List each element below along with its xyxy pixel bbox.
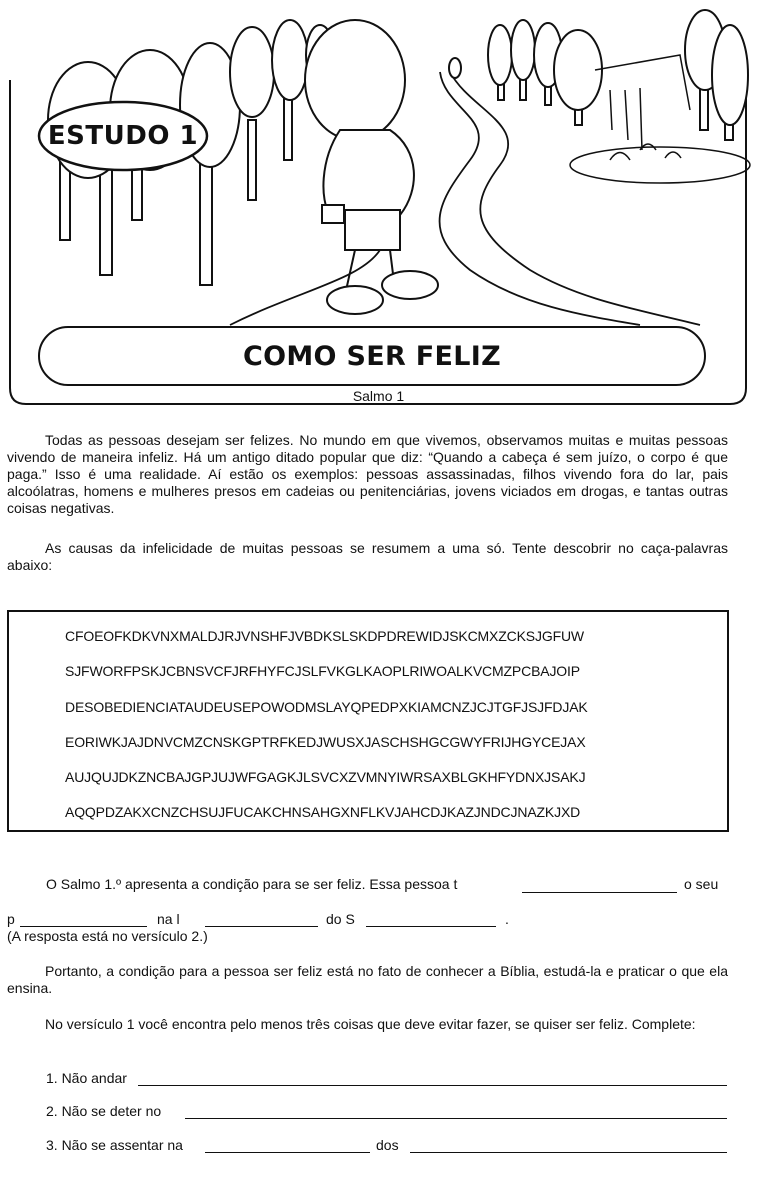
intro-paragraph-2: As causas da infelicidade de muitas pessoas se resumem a uma só. Tente descobrir no caça-palavras abaixo:	[7, 540, 728, 573]
verse-hint: (A resposta está no versículo 2.)	[7, 928, 208, 944]
road-illustration	[230, 72, 700, 325]
word-search-row: EORIWKJAJDNVCMZCNSKGPTRFKEDJWUSXJASCHSHGCGWYFRIJHGYCEJAX	[65, 734, 586, 750]
answer-blank-1[interactable]	[522, 892, 677, 893]
word-search-row: SJFWORFPSKJCBNSVCFJRFHYFCJSLFVKGLKAOPLRIWOALKVCMZPCBAJOIP	[65, 663, 580, 679]
page-title: COMO SER FELIZ	[38, 326, 706, 386]
item-3-label: 3. Não se assentar na	[46, 1137, 183, 1153]
item-1-label: 1. Não andar	[46, 1070, 127, 1086]
answer-blank-item-1[interactable]	[138, 1085, 727, 1086]
item-3-dos: dos	[376, 1137, 399, 1153]
item-2-label: 2. Não se deter no	[46, 1103, 162, 1119]
exercise-line-2-p: p	[7, 911, 15, 927]
word-search-row: DESOBEDIENCIATAUDEUSEPOWODMSLAYQPEDPXKIAMCNZJCJTGFJSJFDJAK	[65, 699, 588, 715]
answer-blank-2[interactable]	[20, 926, 147, 927]
answer-blank-item-3b[interactable]	[410, 1152, 727, 1153]
instruction-paragraph: No versículo 1 você encontra pelo menos três coisas que deve evitar fazer, se quiser ser feliz. Complete:	[45, 1016, 696, 1032]
answer-blank-3[interactable]	[205, 926, 318, 927]
scripture-reference: Salmo 1	[352, 388, 405, 404]
child-illustration	[305, 20, 438, 314]
exercise-line-1-end: o seu	[684, 876, 719, 892]
answer-blank-item-3a[interactable]	[205, 1152, 370, 1153]
trees-right-illustration	[449, 10, 748, 140]
study-label: ESTUDO 1	[47, 121, 199, 151]
word-search-box	[7, 610, 729, 832]
exercise-line-1-text: O Salmo 1.º apresenta a condição para se ser feliz. Essa pessoa t	[46, 876, 458, 892]
exercise-line-2-na: na l	[157, 911, 180, 927]
answer-blank-item-2[interactable]	[185, 1118, 727, 1119]
word-search-row: AUJQUJDKZNCBAJGPJUJWFGAGKJLSVCXZVMNYIWRSAXBLGKHFYDNXJSAKJ	[65, 769, 586, 785]
answer-blank-4[interactable]	[366, 926, 496, 927]
word-search-row: AQQPDZAKXCNZCHSUJFUCAKCHNSAHGXNFLKVJAHCDJKAZJNDCJNAZKJXD	[65, 804, 581, 820]
conclusion-paragraph: Portanto, a condição para a pessoa ser feliz está no fato de conhecer a Bíblia, estudá-la e praticar o que ela ensina.	[7, 963, 728, 996]
exercise-line-2-do: do S	[326, 911, 355, 927]
intro-paragraph-1: Todas as pessoas desejam ser felizes. No mundo em que vivemos, observamos muitas e muitas pessoas vivendo de maneira infeliz. Há um antigo ditado popular que diz: “Quando a cabeça é sem juízo, o corpo é que paga.” Isso é uma realidade. Aí estão os exemplos: pessoas assassinadas, filhos vivendo fora do lar, pais alcoólatras, homens e mulheres presos em cadeias ou penitenciárias, jovens viciados em drogas, e tantas outras coisas negativas.	[7, 432, 728, 516]
word-search-row: CFOEOFKDKVNXMALDJRJVNSHFJVBDKSLSKDPDREWIDJSKCMXZCKSJGFUW	[65, 628, 584, 644]
exercise-line-2-end: .	[505, 911, 509, 927]
